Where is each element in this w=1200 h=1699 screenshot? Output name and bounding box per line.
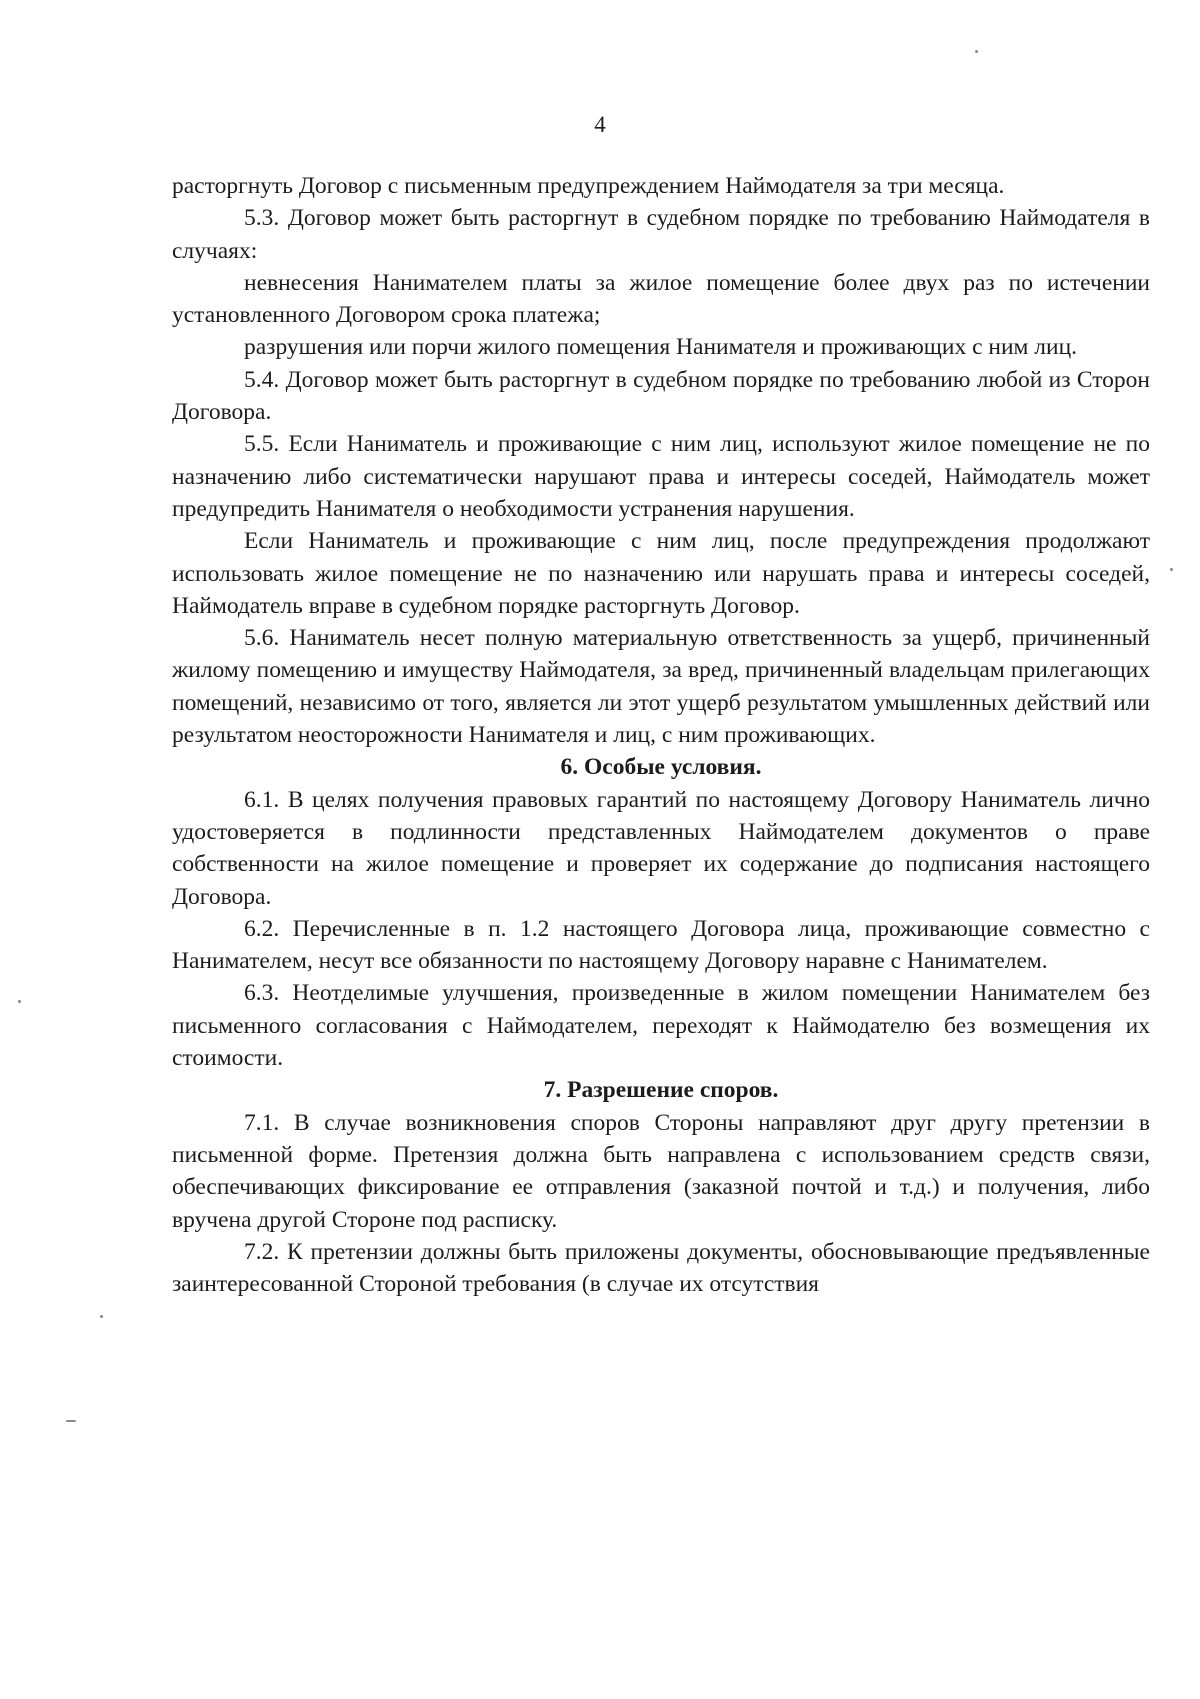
paragraph: Если Наниматель и проживающие с ним лиц, после предупреждения продолжают использовать жилое помещение не по назначению или нарушать права и интересы соседей, Наймодатель вправе в судебном порядке расторгнуть Договор. xyxy=(172,528,1150,619)
scan-speck xyxy=(1170,568,1173,571)
document-body xyxy=(172,170,1150,1300)
section-heading: 7. Разрешение споров. xyxy=(543,1077,779,1104)
paragraph: расторгнуть Договор с письменным предупреждением Наймодателя за три месяца. xyxy=(172,173,1005,199)
paragraph: 5.3. Договор может быть расторгнут в судебном порядке по требованию Наймодателя в случаях: xyxy=(172,205,1150,264)
section-heading: 6. Особые условия. xyxy=(560,754,762,781)
paragraph: 5.6. Наниматель несет полную материальную ответственность за ущерб, причиненный жилому помещению и имуществу Наймодателя, за вред, причиненный владельцам прилегающих помещений, независимо от того, является ли этот ущерб результатом умышленных действий или результатом неосторожности Нанимателя и лиц, с ним проживающих. xyxy=(172,625,1150,749)
page-number: 4 xyxy=(594,112,606,137)
scan-speck xyxy=(100,1315,103,1318)
paragraph: 6.2. Перечисленные в п. 1.2 настоящего Договора лица, проживающие совместно с Нанимателем, несут все обязанности по настоящему Договору наравне с Нанимателем. xyxy=(172,915,1150,975)
paragraph: 5.5. Если Наниматель и проживающие с ним лиц, используют жилое помещение не по назначению либо систематически нарушают права и интересы соседей, Наймодатель может предупредить Нанимателя о необходимости устранения нарушения. xyxy=(172,431,1150,522)
paragraph: 5.4. Договор может быть расторгнут в судебном порядке по требованию любой из Сторон Договора. xyxy=(172,366,1150,426)
paragraph: невнесения Нанимателем платы за жилое помещение более двух раз по истечении установленного Договором срока платежа; xyxy=(172,269,1150,329)
scan-speck xyxy=(18,1000,21,1003)
paragraph: 7.2. К претензии должны быть приложены документы, обосновывающие предъявленные заинтересованной Стороной требования (в случае их отсутствия xyxy=(172,1238,1150,1298)
paragraph: 6.3. Неотделимые улучшения, произведенные в жилом помещении Нанимателем без письменного согласования с Наймодателем, переходят к Наймодателю без возмещения их стоимости. xyxy=(172,980,1150,1072)
paragraph: 7.1. В случае возникновения споров Стороны направляют друг другу претензии в письменной форме. Претензия должна быть направлена с использованием средств связи, обеспечивающих фиксирование ее отправления (заказной почтой и т.д.) и получения, либо вручена другой Стороне под расписку. xyxy=(172,1109,1150,1233)
paragraph: разрушения или порчи жилого помещения Нанимателя и проживающих с ним лиц. xyxy=(244,334,1078,361)
scan-speck xyxy=(975,50,978,53)
scan-speck xyxy=(66,1420,76,1422)
paragraph: 6.1. В целях получения правовых гарантий по настоящему Договору Наниматель лично удостоверяется в подлинности представленных Наймодателем документов о праве собственности на жилое помещение и проверяет их содержание до подписания настоящего Договора. xyxy=(172,786,1150,910)
